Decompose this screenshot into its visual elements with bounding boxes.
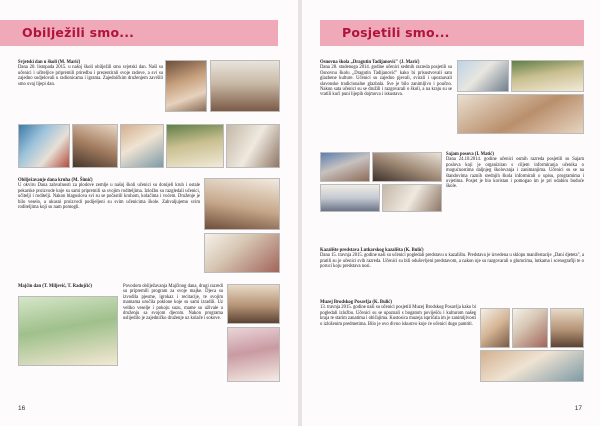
article-body: Dana 15. travnja 2015. godine naši su učenici pogledali predstavu u kazalištu. Predstava je izvedena u sklopu manifestacije „Dani djeteta", a pratili su je učenici svih razreda. Učenici su bili oduševljeni predstavom, a nakon nje su razgovarali o glumcima, lutkama i scenografiji te o poruci koju predstava nosi. — [320, 253, 584, 270]
photo — [227, 284, 280, 324]
article-body: Dana 28. studenoga 2014. godine učenici sedmih razreda posjetili su Osnovnu školu „Dragutin Tadijanović" kako bi prisustvovali satu glazbene kulture. Učenici su zajedno pjevali, svirali i upoznavali slavonske tradicionalne glazbala. Sve je bilo zanimljivo i poučno. Nakon sata učenici su se družili i razgovarali o školi, a na kraju su se vratili kući puni lijepih dojmova i iskustava. — [320, 65, 452, 98]
photo — [457, 60, 509, 92]
photo — [457, 94, 584, 134]
article-majcin-dan-title — [18, 284, 118, 289]
article-body: Dana 24.10.2014. godine učenici osmih razreda posjetili su Sajam poslova koji je organiziran s ciljem informiranja učenika o mogućnostima daljnjeg školovanja i zanimanjima. Učenici su se na štandovima raznih srednjih škola informirali o upisu, programima i uvjetima. Posjet je bio koristan i pomogao im je pri odabiru buduće škole. — [446, 157, 584, 190]
photo — [72, 124, 118, 168]
article-sajam-poslova — [446, 152, 584, 190]
article-title: Muzej Brodskog Posavlja (K. Bulić) — [320, 300, 392, 305]
page-number: 17 — [574, 405, 582, 412]
article-body: Dana 20. listopada 2015. u našoj školi obilježili smo svjetski dan. Naši su učenici i učiteljice pripremili priredbu i prezentirali svoje radove, a svi su zajedno sudjelovali u radionicama i igrama. Zajedničkim druženjem završili smo ovaj lijepi dan. — [18, 65, 163, 87]
article-title: Sajam posova (I. Matić) — [446, 152, 494, 157]
article-body: 13. travnja 2015. godine naši su učenici posjetili Muzej Brodskog Posavlja kako bi pogledali izložbu. Učenici su se upoznali s bogatom poviješću i kulturom našeg kraja te starim zanatima i običajima. Kustosica muzeja ispričala im je zanimljivosti o izloženim predmetima. Bilo je ovo divno iskustvo koje će učenici dugo pamtiti. — [320, 305, 476, 327]
photo — [204, 178, 280, 230]
article-majcin-dan — [123, 284, 223, 322]
photo — [18, 296, 118, 366]
photo — [511, 60, 584, 92]
photo — [165, 60, 207, 112]
photo — [18, 124, 70, 168]
article-body: U okviru Dana zahvalnosti za plodove zemlje u našoj školi učenici su donijeli kruh i ostale pekarske proizvode koje su sami pripremili sa svojim roditeljima. Izložbu su razgledali učenici, učitelji i roditelji. Nakon blagoslova svi su se počastili kruhom, kolačima i voćem. Druženje je bilo veselo, a ukusni proizvodi podijeljeni su svim učenicima škole. Zahvaljujemo svim roditeljima koji su nam pomogli. — [18, 183, 200, 211]
right-page — [302, 0, 600, 426]
photo — [480, 350, 584, 382]
photo — [166, 124, 224, 168]
photo — [320, 184, 380, 212]
left-page — [0, 0, 298, 426]
right-page-heading: Posjetili smo... — [342, 25, 450, 40]
right-page-banner — [320, 20, 584, 46]
article-title: Kazalište predstava Lutkarskog kazališta (K. Bulić) — [320, 248, 424, 253]
photo — [320, 152, 370, 182]
photo — [210, 60, 280, 112]
article-title: Svjetski dan u školi (M. Marić) — [18, 60, 81, 65]
article-muzej — [320, 300, 476, 327]
article-title: Majčin dan (T. Miljević, T. Radojčić) — [18, 284, 92, 289]
article-osnovna-skola — [320, 60, 452, 98]
photo — [120, 124, 164, 168]
photo — [204, 233, 280, 273]
photo — [382, 184, 442, 212]
article-body: Povodom obilježavanja Majčinog dana, drugi razredi su pripremili program za svoje majke. Djeca su izvodila pjesme, igrokaz i recitacije, te svojim mamama uručila poklone koje su sami izradili. Uz veliko veselje i pokoju suzu, mame su uživale u druženju sa svojom djecom. Nakon programa uslijedilo je zajedničko druženje uz kolače i sokove. — [123, 284, 223, 322]
left-page-banner — [0, 20, 278, 46]
photo — [480, 308, 510, 348]
article-title: Osnovna škola „Dragutin Tadijanović" (J. Marić) — [320, 60, 420, 65]
photo — [227, 327, 280, 382]
photo — [512, 308, 548, 348]
left-page-heading: Obilježili smo... — [22, 25, 135, 40]
page-number: 16 — [18, 405, 26, 412]
article-svjetski-dan — [18, 60, 163, 87]
photo — [372, 152, 442, 182]
photo — [226, 124, 280, 168]
article-kazaliste — [320, 248, 584, 270]
article-dan-kruha — [18, 178, 200, 210]
article-title: Obilježavanje dana kruha (M. Šimić) — [18, 178, 93, 183]
photo — [550, 308, 584, 348]
